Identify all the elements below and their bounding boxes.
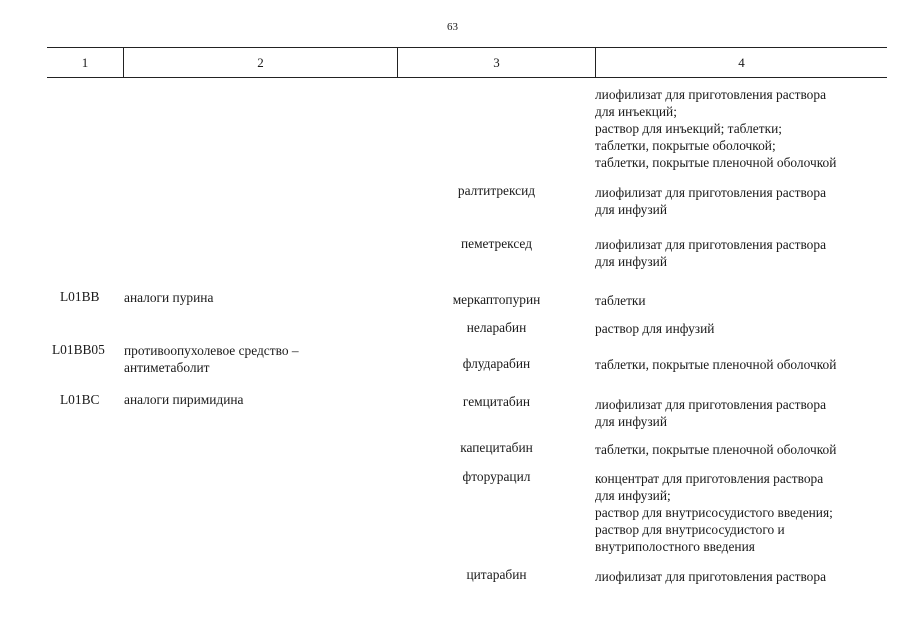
dosage-form-line: для инфузий (595, 254, 667, 269)
drug-name: ралтитрексид (457, 183, 536, 198)
drug-name: цитарабин (466, 567, 527, 582)
dosage-form-line: раствор для внутрисосудистого и (595, 522, 785, 537)
drug-name: меркаптопурин (452, 292, 541, 307)
dosage-form-line: внутриполостного введения (595, 539, 755, 554)
atc-code: L01BB05 (52, 342, 105, 357)
drug-name: фторурацил (462, 469, 531, 484)
header-col-1: 1 (81, 55, 89, 70)
header-col-4: 4 (738, 55, 745, 70)
dosage-form-line: лиофилизат для приготовления раствора (595, 87, 827, 102)
drug-name: капецитабин (460, 440, 533, 455)
dosage-form-line: лиофилизат для приготовления раствора (595, 237, 827, 252)
header-col-3: 3 (493, 55, 500, 70)
dosage-form-line: лиофилизат для приготовления раствора (595, 569, 827, 584)
atc-code: L01BB (60, 289, 100, 304)
dosage-form-line: для инъекций; (595, 104, 677, 119)
dosage-form-line: лиофилизат для приготовления раствора (595, 185, 827, 200)
dosage-form-line: концентрат для приготовления раствора (595, 471, 824, 486)
dosage-form-line: таблетки, покрытые пленочной оболочкой (595, 155, 837, 170)
atc-code: L01BC (60, 392, 100, 407)
dosage-form-line: лиофилизат для приготовления раствора (595, 397, 827, 412)
dosage-form-line: таблетки (595, 293, 646, 308)
table-header (47, 47, 887, 78)
dosage-form-line: раствор для инъекций; таблетки; (595, 121, 782, 136)
atc-group-name: аналоги пурина (124, 290, 214, 305)
dosage-form-line: раствор для инфузий (595, 321, 715, 336)
header-col-2: 2 (257, 55, 264, 70)
dosage-form-line: для инфузий; (595, 488, 671, 503)
atc-group-name-line: антиметаболит (124, 360, 210, 375)
drug-name: флударабин (462, 356, 531, 371)
dosage-form-line: таблетки, покрытые пленочной оболочкой (595, 442, 837, 457)
dosage-form-line: таблетки, покрытые пленочной оболочкой (595, 357, 837, 372)
drug-name: пеметрексед (460, 236, 533, 251)
dosage-form-line: раствор для внутрисосудистого введения; (595, 505, 833, 520)
atc-group-name-line: противоопухолевое средство – (124, 343, 299, 358)
page-number: 63 (447, 21, 458, 33)
dosage-form-line: для инфузий (595, 202, 667, 217)
dosage-form-line: таблетки, покрытые оболочкой; (595, 138, 776, 153)
dosage-form-line: для инфузий (595, 414, 667, 429)
atc-group-name: аналоги пиримидина (124, 392, 244, 407)
drug-name: гемцитабин (462, 394, 531, 409)
drug-name: неларабин (466, 320, 527, 335)
